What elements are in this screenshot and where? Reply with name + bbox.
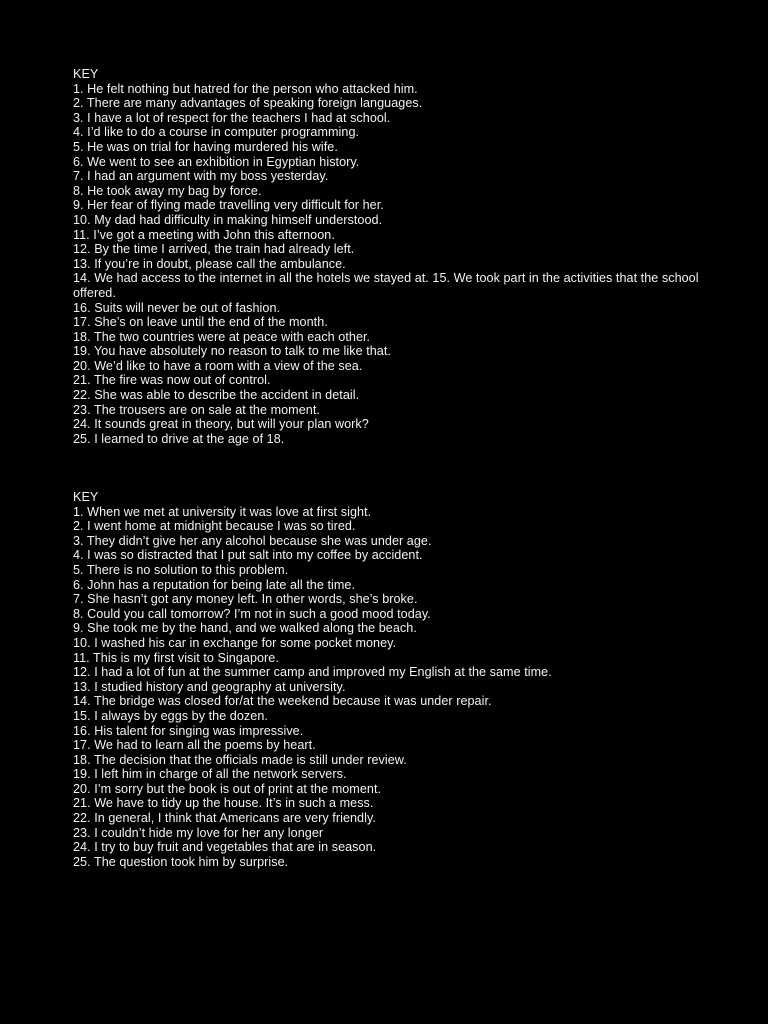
answer-item: 15. I always by eggs by the dozen.	[73, 708, 268, 723]
answer-item: 1. When we met at university it was love at first sight.	[73, 504, 372, 519]
answer-item: 21. The fire was now out of control.	[73, 373, 271, 388]
answer-item: 10. My dad had difficulty in making himself understood.	[73, 212, 383, 227]
answer-item: 24. It sounds great in theory, but will your plan work?	[73, 417, 369, 432]
answer-item: 25. The question took him by surprise.	[73, 854, 289, 869]
answer-item: 11. I’ve got a meeting with John this afternoon.	[73, 227, 335, 242]
answer-item: 3. I have a lot of respect for the teachers I had at school.	[73, 110, 391, 125]
answer-key-section-2	[73, 490, 713, 869]
key-heading: KEY	[73, 67, 99, 81]
answer-item: 6. We went to see an exhibition in Egyptian history.	[73, 154, 360, 169]
answer-item: 18. The two countries were at peace with each other.	[73, 329, 371, 344]
answer-item: 1. He felt nothing but hatred for the person who attacked him.	[73, 81, 418, 96]
answer-item: 18. The decision that the officials made is still under review.	[73, 752, 407, 767]
answer-item: 7. I had an argument with my boss yesterday.	[73, 169, 329, 184]
answer-key-section-1	[73, 67, 713, 446]
answer-item: 20. We’d like to have a room with a view of the sea.	[73, 358, 363, 373]
answer-item: 16. Suits will never be out of fashion.	[73, 300, 281, 315]
answer-item: 7. She hasn’t got any money left. In other words, she’s broke.	[73, 592, 418, 607]
answer-item: 13. If you’re in doubt, please call the ambulance.	[73, 256, 346, 271]
answer-item: 19. I left him in charge of all the network servers.	[73, 767, 347, 782]
answer-item: 21. We have to tidy up the house. It’s in such a mess.	[73, 796, 374, 811]
answer-item: 17. We had to learn all the poems by heart.	[73, 738, 316, 753]
answer-item: 8. Could you call tomorrow? I’m not in such a good mood today.	[73, 606, 431, 621]
answer-item: 5. There is no solution to this problem.	[73, 562, 289, 577]
answer-item: 4. I was so distracted that I put salt into my coffee by accident.	[73, 548, 423, 563]
answer-list	[73, 505, 713, 870]
answer-item: 2. There are many advantages of speaking foreign languages.	[73, 96, 423, 111]
answer-item: 9. Her fear of flying made travelling very difficult for her.	[73, 198, 384, 213]
answer-item: 2. I went home at midnight because I was so tired.	[73, 519, 356, 534]
answer-item: 6. John has a reputation for being late all the time.	[73, 577, 355, 592]
answer-item: 11. This is my first visit to Singapore.	[73, 650, 279, 665]
answer-item: 3. They didn’t give her any alcohol because she was under age.	[73, 533, 432, 548]
answer-item: 12. I had a lot of fun at the summer camp and improved my English at the same time.	[73, 665, 552, 680]
answer-item: 22. In general, I think that Americans are very friendly.	[73, 811, 376, 826]
answer-item: 16. His talent for singing was impressive.	[73, 723, 304, 738]
key-heading: KEY	[73, 490, 99, 504]
answer-list	[73, 82, 713, 447]
answer-item: 17. She’s on leave until the end of the month.	[73, 315, 328, 330]
answer-item: 10. I washed his car in exchange for some pocket money.	[73, 635, 397, 650]
answer-item: 9. She took me by the hand, and we walked along the beach.	[73, 621, 417, 636]
answer-item: 19. You have absolutely no reason to talk to me like that.	[73, 344, 391, 359]
answer-item: 24. I try to buy fruit and vegetables that are in season.	[73, 840, 377, 855]
answer-item: 25. I learned to drive at the age of 18.	[73, 431, 285, 446]
answer-item: 13. I studied history and geography at university.	[73, 679, 346, 694]
answer-item: 5. He was on trial for having murdered his wife.	[73, 139, 338, 154]
answer-item: 14. The bridge was closed for/at the weekend because it was under repair.	[73, 694, 492, 709]
answer-item: 8. He took away my bag by force.	[73, 183, 262, 198]
answer-item: 23. I couldn’t hide my love for her any longer	[73, 825, 324, 840]
answer-item: 4. I’d like to do a course in computer programming.	[73, 125, 360, 140]
answer-item: 23. The trousers are on sale at the moment.	[73, 402, 320, 417]
answer-item: 22. She was able to describe the accident in detail.	[73, 388, 360, 403]
answer-item: 12. By the time I arrived, the train had already left.	[73, 242, 355, 257]
answer-item: 20. I’m sorry but the book is out of print at the moment.	[73, 781, 382, 796]
answer-item: 14. We had access to the internet in all the hotels we stayed at. 15. We took part in the activities that the school offered.	[73, 271, 699, 300]
